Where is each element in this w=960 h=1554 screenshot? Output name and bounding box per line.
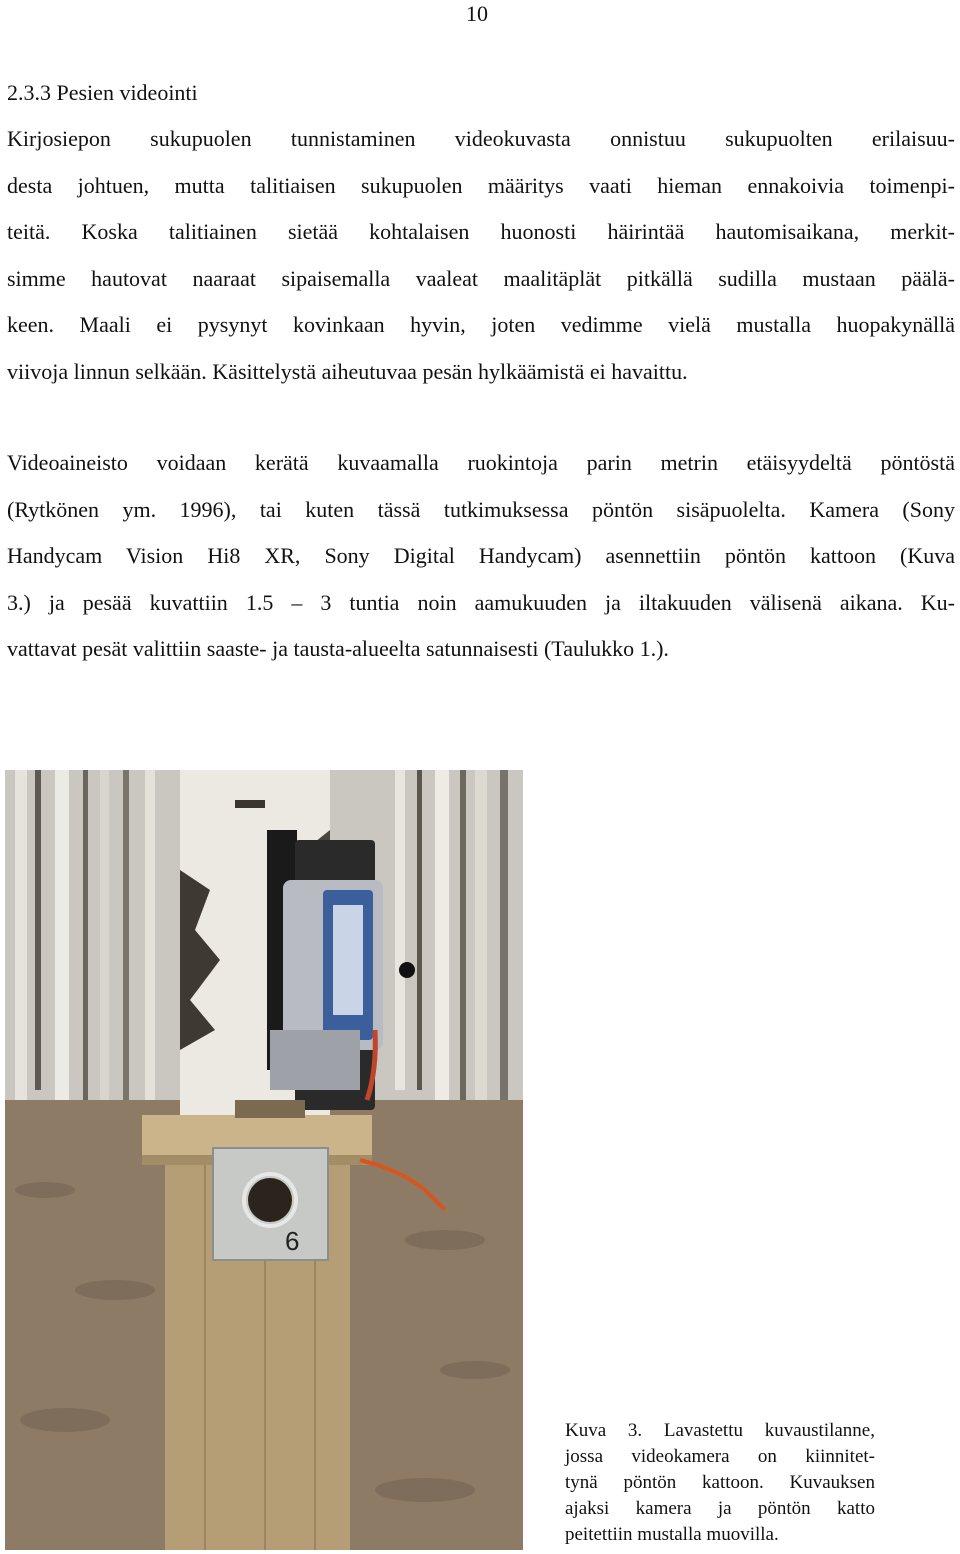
caption-line: jossa videokamera on kiinnitet- [565,1446,875,1467]
paragraph-line: simme hautovat naaraat sipaisemalla vaaleat maalitäplät pitkällä sudilla mustaan päälä- [7,265,955,291]
nest-box-number: 6 [285,1226,300,1256]
paragraph-line: Videoaineisto voidaan kerätä kuvaamalla ruokintoja parin metrin etäisyydeltä pöntöstä [7,450,955,475]
paragraph-line: Handycam Vision Hi8 XR, Sony Digital Handycam) asennettiin pöntön kattoon (Kuva [7,543,955,568]
caption-line: tynä pöntön kattoon. Kuvauksen [565,1472,875,1493]
caption-line: Kuva 3. Lavastettu kuvaustilanne, [565,1420,875,1441]
figure-photo-birdbox-camera [5,770,523,1550]
section-heading: 2.3.3 Pesien videointi [7,80,198,105]
paragraph-line: keen. Maali ei pysynyt kovinkaan hyvin, joten vedimme vielä mustalla huopakynällä [7,312,955,337]
paragraph-line: desta johtuen, mutta talitiaisen sukupuolen määritys vaati hieman ennakoivia toimenpi- [7,172,955,198]
paragraph-1 [7,116,955,395]
paragraph-line: vattavat pesät valittiin saaste- ja tausta-alueelta satunnaisesti (Taulukko 1.). [7,636,669,661]
paragraph-line: (Rytkönen ym. 1996), tai kuten tässä tutkimuksessa pöntön sisäpuolelta. Kamera (Sony [7,496,955,522]
page-number: 10 [466,1,488,26]
paragraph-line: Kirjosiepon sukupuolen tunnistaminen videokuvasta onnistuu sukupuolten erilaisuu- [7,126,955,151]
nest-box [142,1100,372,1550]
paragraph-line: 3.) ja pesää kuvattiin 1.5 – 3 tuntia noin aamukuuden ja iltakuuden välisenä aikana. Ku- [7,589,955,615]
caption-line: ajaksi kamera ja pöntön katto [565,1498,875,1519]
paragraph-2 [7,440,955,673]
paragraph-line: teitä. Koska talitiainen sietää kohtalaisen huonosti häirintää hautomisaikana, merkit- [7,219,955,244]
caption-line: peitettiin mustalla muovilla. [565,1524,779,1545]
figure-caption [565,1418,875,1548]
paragraph-line: viivoja linnun selkään. Käsittelystä aiheutuvaa pesän hylkäämistä ei havaittu. [7,358,688,384]
